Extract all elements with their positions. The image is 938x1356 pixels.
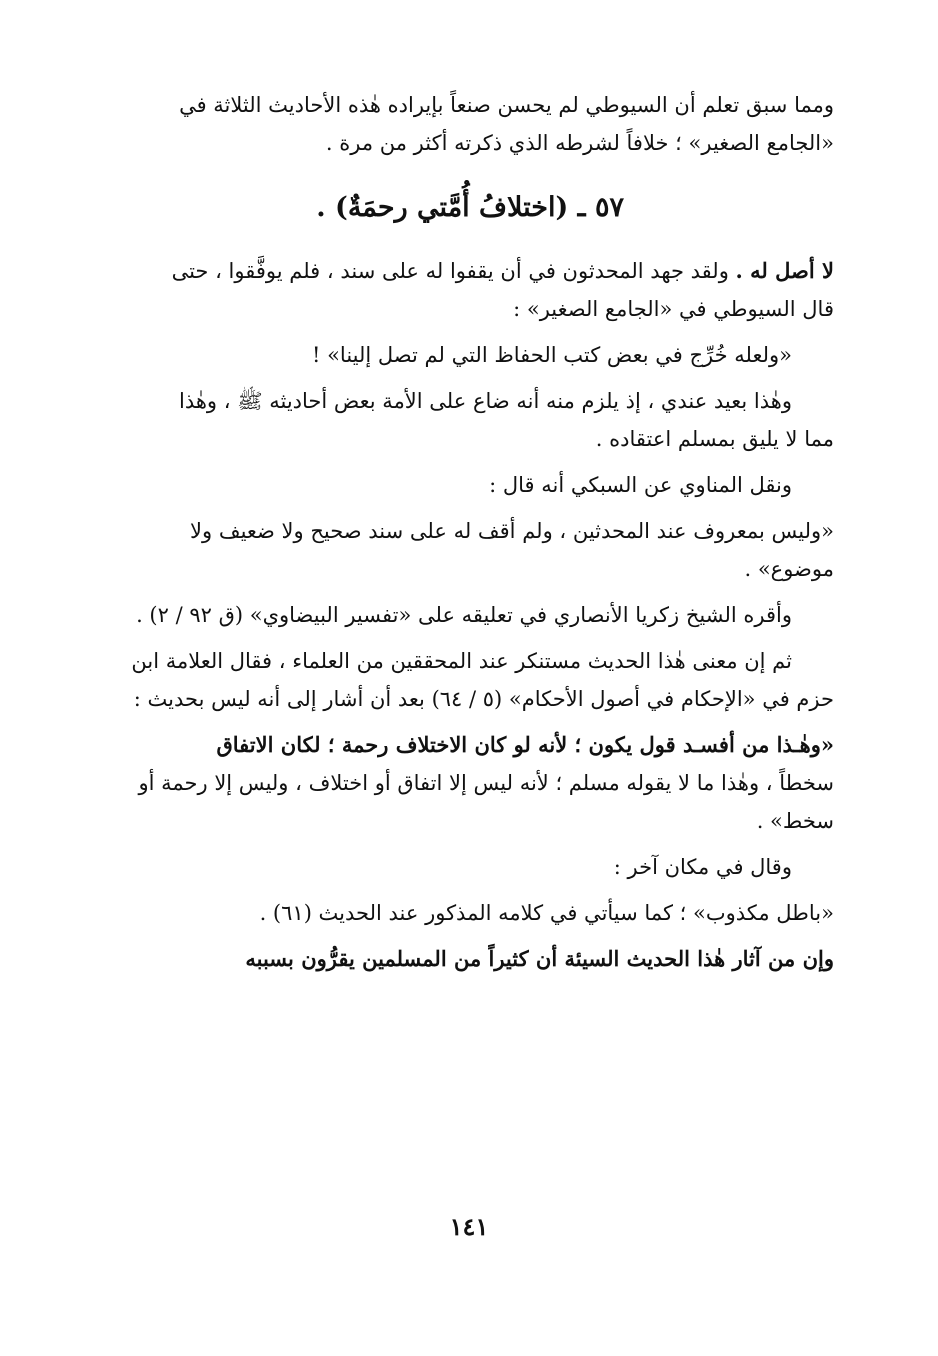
text-line: مما لا يليق بمسلم اعتقاده . bbox=[595, 427, 834, 451]
another-place-paragraph bbox=[104, 848, 834, 886]
effects-paragraph bbox=[104, 940, 834, 978]
text-line: «وهٰـذا من أفسـد قول يكون ؛ لأنه لو كان الاختلاف رحمة ؛ لكان الاتفاق bbox=[216, 732, 834, 757]
ruling-paragraph bbox=[104, 252, 834, 328]
quote-subki bbox=[104, 512, 834, 588]
zakariya-paragraph bbox=[104, 596, 834, 634]
text-line: ونقل المناوي عن السبكي أنه قال : bbox=[489, 473, 792, 497]
quote-batil bbox=[104, 894, 834, 932]
text-line: قال السيوطي في «الجامع الصغير» : bbox=[513, 297, 834, 321]
munawi-paragraph bbox=[104, 466, 834, 504]
text-line: «باطل مكذوب» ؛ كما سيأتي في كلامه المذكور عند الحديث (٦١) . bbox=[259, 901, 834, 925]
author-comment-paragraph bbox=[104, 382, 834, 458]
intro-paragraph bbox=[104, 86, 834, 162]
ibn-hazm-paragraph bbox=[104, 642, 834, 718]
text-line: موضوع» . bbox=[744, 557, 834, 581]
hadith-heading: ٥٧ ـ (اختلافُ أُمَّتي رحمَةٌ) . bbox=[316, 192, 624, 223]
quote-suyuti bbox=[104, 336, 834, 374]
text-line: وأقره الشيخ زكريا الأنصاري في تعليقه على «تفسير البيضاوي» (ق ٩٢ / ٢) . bbox=[136, 603, 792, 627]
ruling-bold: لا أصل له . bbox=[735, 258, 834, 283]
text-line: سخط» . bbox=[756, 809, 834, 833]
text-line: «وليس بمعروف عند المحدثين ، ولم أقف له على سند صحيح ولا ضعيف ولا bbox=[190, 519, 834, 543]
text-line bbox=[104, 252, 834, 290]
text-line: وقال في مكان آخر : bbox=[613, 855, 792, 879]
quote-ibn-hazm bbox=[104, 726, 834, 840]
page-body bbox=[104, 86, 834, 986]
page-number: ١٤١ bbox=[449, 1212, 489, 1241]
text-line: ثم إن معنى هٰذا الحديث مستنكر عند المحققين من العلماء ، فقال العلامة ابن bbox=[131, 649, 792, 673]
text-line: وهٰذا بعيد عندي ، إذ يلزم منه أنه ضاع على الأمة بعض أحاديثه ﷺ ، وهٰذا bbox=[179, 389, 792, 413]
text-line: «ولعله خُرِّج في بعض كتب الحفاظ التي لم تصل إلينا» ! bbox=[311, 343, 792, 367]
text-line: حزم في «الإحكام في أصول الأحكام» (٥ / ٦٤) بعد أن أشار إلى أنه ليس بحديث : bbox=[133, 687, 834, 711]
text-line: «الجامع الصغير» ؛ خلافاً لشرطه الذي ذكرته أكثر من مرة . bbox=[325, 131, 834, 155]
text-line: وإن من آثار هٰذا الحديث السيئة أن كثيراً من المسلمين يقرُّون بسببه bbox=[245, 946, 834, 971]
text-line: ومما سبق تعلم أن السيوطي لم يحسن صنعاً بإيراده هٰذه الأحاديث الثلاثة في bbox=[179, 93, 834, 117]
text-line: سخطاً ، وهٰذا ما لا يقوله مسلم ؛ لأنه ليس إلا اتفاق أو اختلاف ، وليس إلا رحمة أو bbox=[138, 771, 834, 795]
ruling-text: ولقد جهد المحدثون في أن يقفوا له على سند ، فلم يوفَّقوا ، حتى bbox=[171, 259, 729, 283]
